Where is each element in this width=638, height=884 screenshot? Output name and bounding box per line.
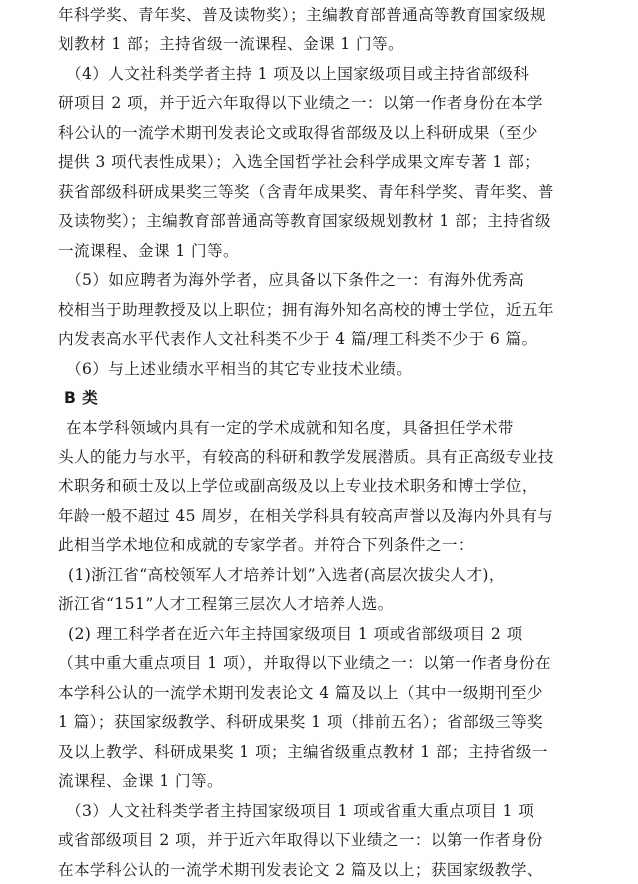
b-item-1-line-1: (1)浙江省“高校领军人才培养计划”入选者(高层次拔尖人才)，	[68, 566, 505, 584]
b-item-2-line-4: 1 篇）；获国家级教学、科研成果奖 1 项（排前五名）；省部级三等奖	[58, 713, 543, 731]
text-line-8: 及读物奖）；主编教育部普通高等教育国家级规划教材 1 部；主持省级	[58, 212, 552, 230]
b-item-2-line-2: （其中重大重点项目 1 项），并取得以下业绩之一：以第一作者身份在	[58, 654, 552, 672]
b-item-3-line-2: 或省部级项目 2 项，并于近六年取得以下业绩之一：以第一作者身份	[58, 831, 543, 849]
b-item-2-line-1: (2) 理工科学者在近六年主持国家级项目 1 项或省部级项目 2 项	[68, 625, 523, 643]
intro-line-2: 头人的能力与水平，有较高的科研和教学发展潜质。具有正高级专业技	[58, 448, 554, 466]
b-item-1-line-2: 浙江省“151”人才工程第三层次人才培养人选。	[58, 595, 394, 613]
b-item-2-line-3: 本学科公认的一流学术期刊发表论文 4 篇及以上（其中一级期刊至少	[58, 684, 543, 702]
b-item-3-line-1: （3）人文社科类学者主持国家级项目 1 项或省重大重点项目 1 项	[66, 802, 535, 820]
paragraph-4-line-1: （4）人文社科类学者主持 1 项及以上国家级项目或主持省部级科	[66, 65, 530, 83]
intro-line-5: 此相当学术地位和成就的专家学者。并符合下列条件之一：	[58, 536, 474, 554]
text-line-4: 研项目 2 项，并于近六年取得以下业绩之一：以第一作者身份在本学	[58, 94, 543, 112]
text-line-12: 内发表高水平代表作人文社科类不少于 4 篇/理工科类不少于 6 篇。	[58, 330, 538, 348]
paragraph-5-line-1: （5）如应聘者为海外学者，应具备以下条件之一：有海外优秀高	[66, 271, 525, 289]
b-item-2-line-6: 流课程、金课 1 门等。	[58, 772, 223, 790]
text-line-1: 年科学奖、青年奖、普及读物奖）；主编教育部普通高等教育国家级规	[58, 6, 547, 24]
section-heading-b: B 类	[64, 389, 99, 407]
b-item-3-line-3: 在本学科公认的一流学术期刊发表论文 2 篇及以上；获国家级教学、	[58, 861, 543, 879]
text-line-5: 科公认的一流学术期刊发表论文或取得省部级及以上科研成果（至少	[58, 124, 538, 142]
b-item-2-line-5: 及以上教学、科研成果奖 1 项；主编省级重点教材 1 部；主持省级一	[58, 743, 548, 761]
text-line-2: 划教材 1 部；主持省级一流课程、金课 1 门等。	[58, 35, 404, 53]
paragraph-6-line-1: （6）与上述业绩水平相当的其它专业技术业绩。	[66, 360, 413, 378]
intro-line-1: 在本学科领域内具有一定的学术成就和知名度，具备担任学术带	[66, 419, 514, 437]
text-line-6: 提供 3 项代表性成果）；入选全国哲学社会科学成果文库专著 1 部；	[58, 153, 541, 171]
text-line-7: 获省部级科研成果奖三等奖（含青年成果奖、青年科学奖、青年奖、普	[58, 183, 554, 201]
intro-line-3: 术职务和硕士及以上学位或副高级及以上专业技术职务和博士学位，	[58, 477, 538, 495]
text-line-9: 一流课程、金课 1 门等。	[58, 242, 239, 260]
text-line-11: 校相当于助理教授及以上职位；拥有海外知名高校的博士学位，近五年	[58, 301, 554, 319]
intro-line-4: 年龄一般不超过 45 周岁，在相关学科具有较高声誉以及海内外具有与	[58, 507, 554, 525]
